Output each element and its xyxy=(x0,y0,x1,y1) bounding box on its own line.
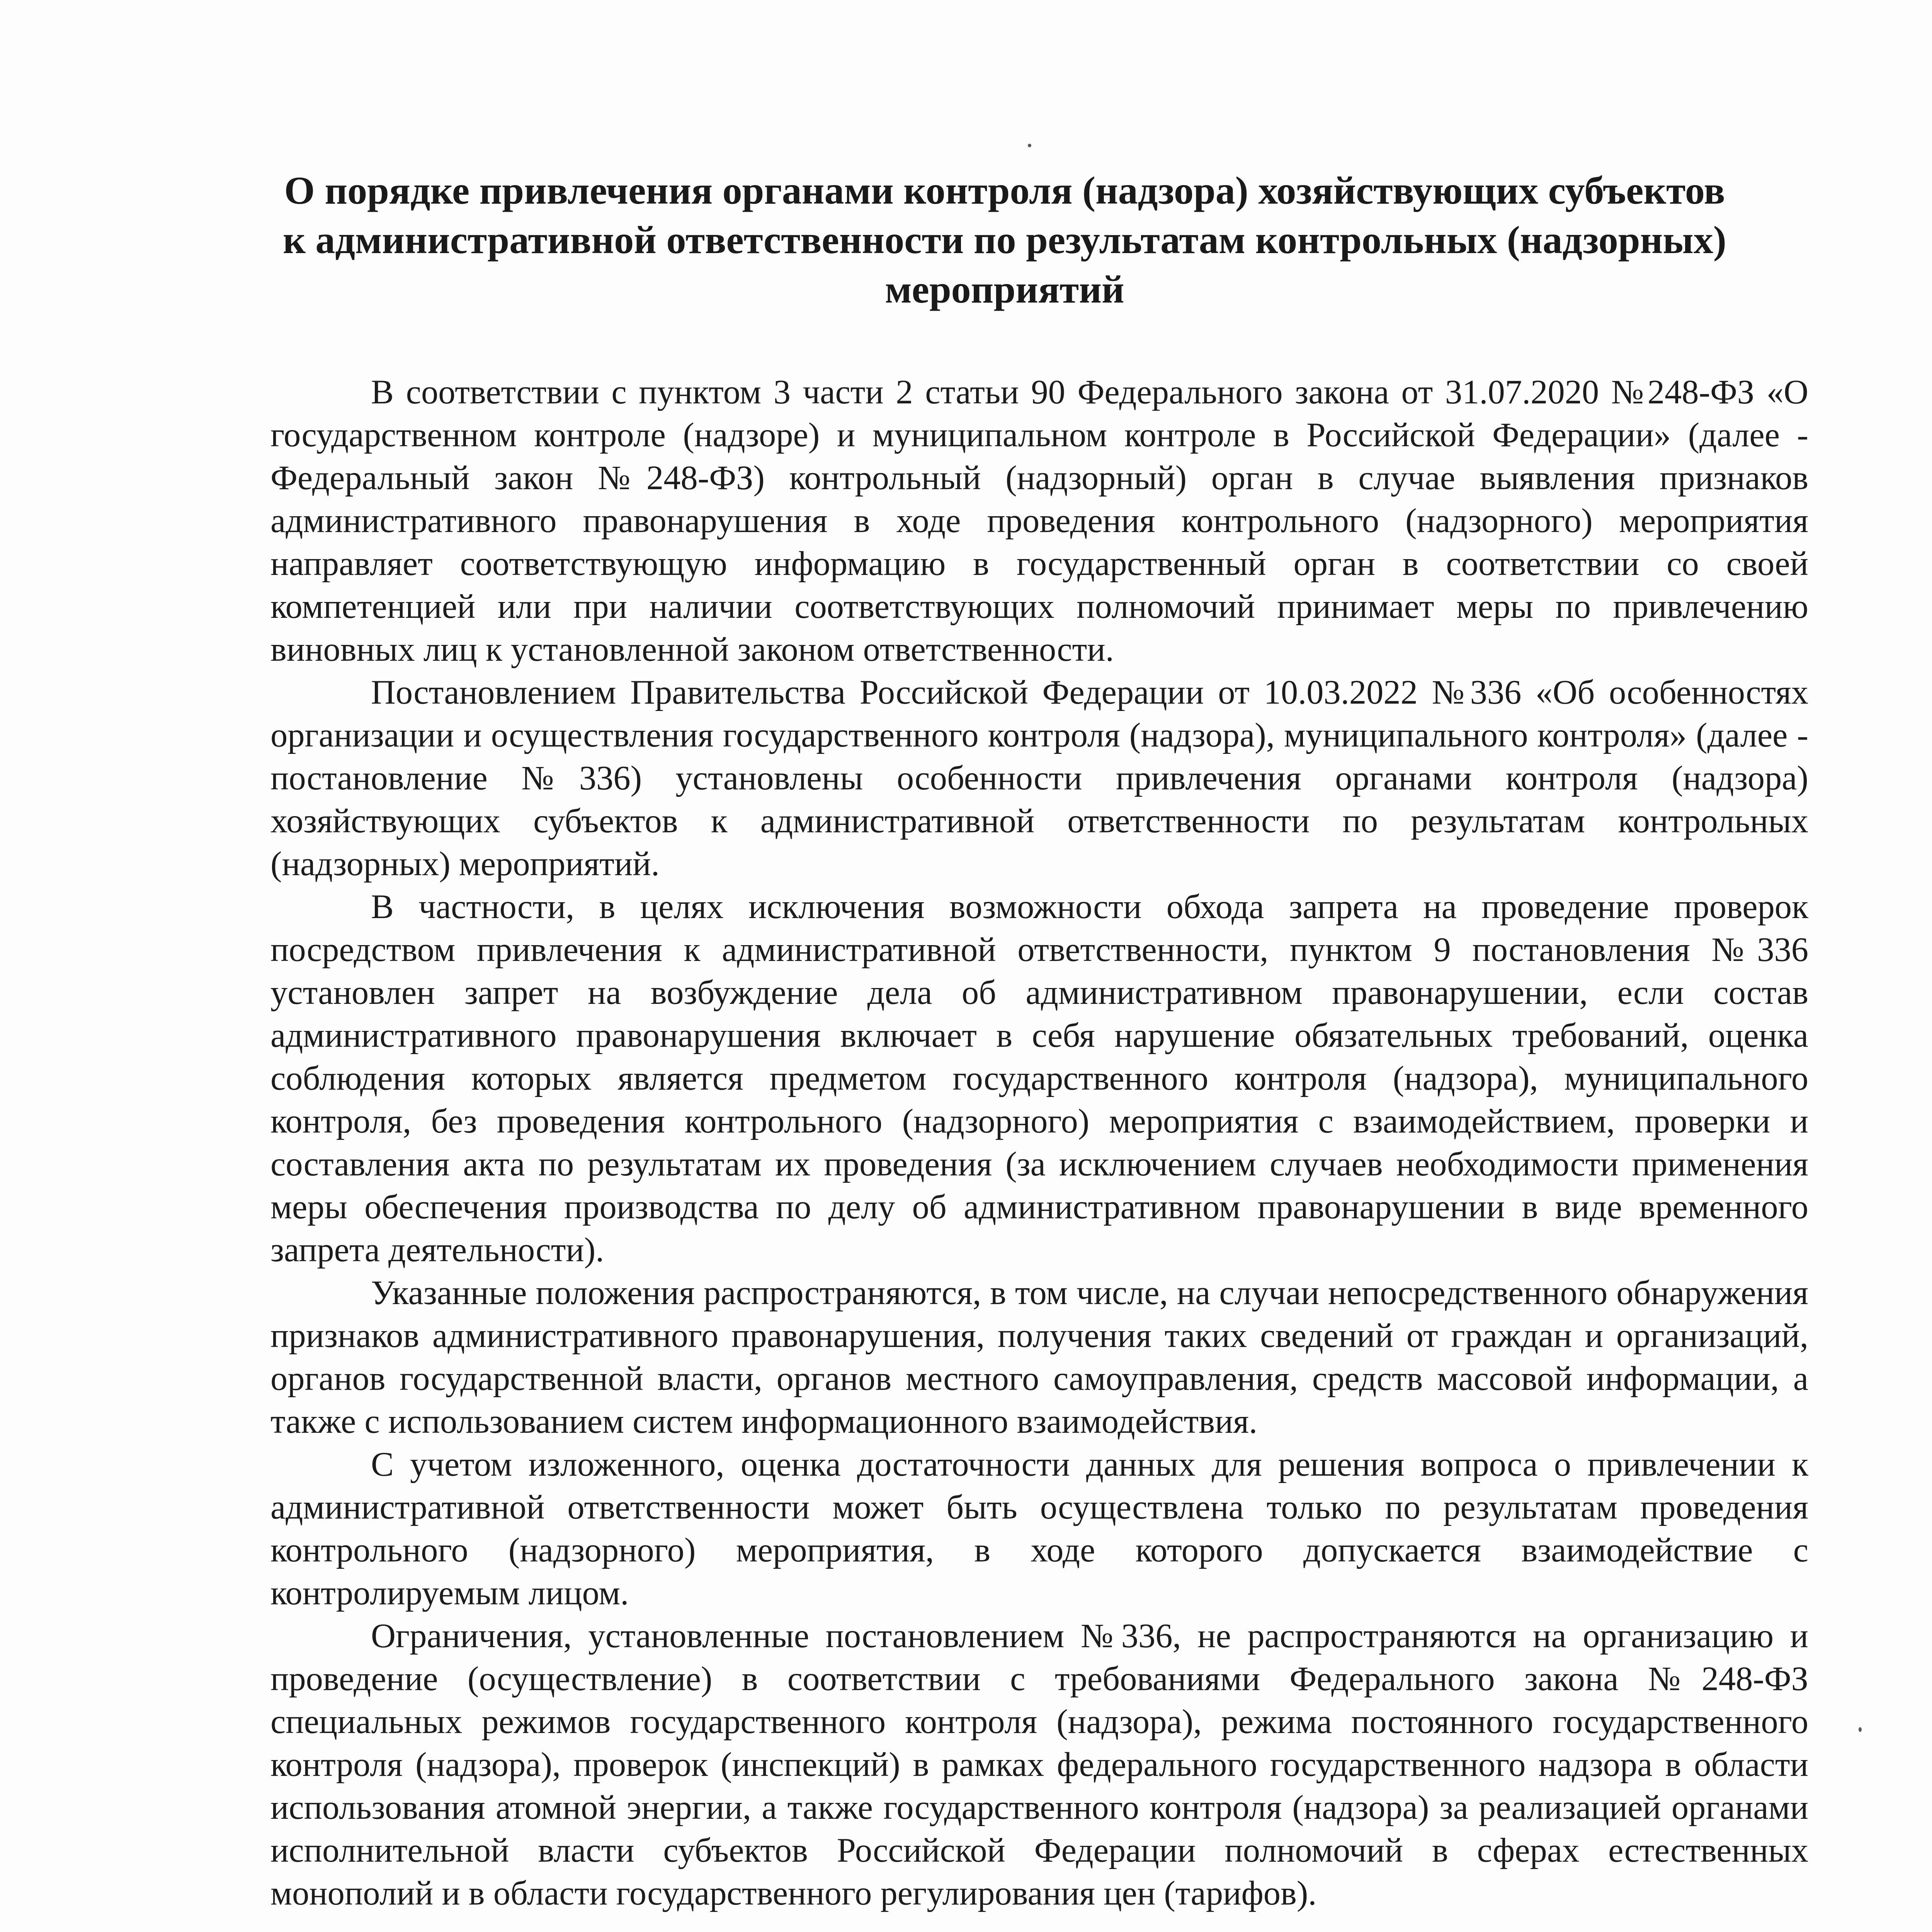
document-title: О порядке привлечения органами контроля (надзора) хозяйствующих субъектов к административной ответственности по результатам контрольных (надзорных) мероприятий xyxy=(283,169,1726,311)
scan-speck xyxy=(1859,1727,1862,1732)
paragraph: Указанные положения распространяются, в том числе, на случаи непосредственного обнаружения признаков административного правонарушения, получения таких сведений от граждан и организаций, органов государственной власти, органов местного самоуправления, средств массовой информации, а также с использованием систем информационного взаимодействия. xyxy=(270,1274,1808,1440)
paragraph: С учетом изложенного, оценка достаточности данных для решения вопроса о привлечении к административной ответственности может быть осуществлена только по результатам проведения контрольного (надзорного) мероприятия, в ходе которого допускается взаимодействие с контролируемым лицом. xyxy=(270,1446,1808,1612)
paragraph: В частности, в целях исключения возможности обхода запрета на проведение проверок посредством привлечения к административной ответственности, пунктом 9 постановления №336 установлен запрет на возбуждение дела об административном правонарушении, если состав административного правонарушения включает в себя нарушение обязательных требований, оценка соблюдения которых является предметом государственного контроля (надзора), муниципального контроля, без проведения контрольного (надзорного) мероприятия с взаимодействием, проверки и составления акта по результатам их проведения (за исключением случаев необходимости применения меры обеспечения производства по делу об административном правонарушении в виде временного запрета деятельности). xyxy=(270,888,1808,1269)
scan-speck xyxy=(1028,144,1031,147)
paragraph: Постановлением Правительства Российской Федерации от 10.03.2022 №336 «Об особенностях организации и осуществления государственного контроля (надзора), муниципального контроля» (далее - постановление №336) установлены особенности привлечения органами контроля (надзора) хозяйствующих субъектов к административной ответственности по результатам контрольных (надзорных) мероприятий. xyxy=(270,673,1808,883)
paragraph: Ограничения, установленные постановлением №336, не распространяются на организацию и проведение (осуществление) в соответствии с требованиями Федерального закона №248-ФЗ специальных режимов государственного контроля (надзора), режима постоянного государственного контроля (надзора), проверок (инспекций) в рамках федерального государственного надзора в области использования атомной энергии, а также государственного контроля (надзора) за реализацией органами исполнительной власти субъектов Российской Федерации полномочий в сферах естественных монополий и в области государственного регулирования цен (тарифов). xyxy=(270,1617,1808,1912)
paragraph: В соответствии с пунктом 3 части 2 статьи 90 Федерального закона от 31.07.2020 №248-ФЗ «О государственном контроле (надзоре) и муниципальном контроле в Российской Федерации» (далее - Федеральный закон №248-ФЗ) контрольный (надзорный) орган в случае выявления признаков административного правонарушения в ходе проведения контрольного (надзорного) мероприятия направляет соответствующую информацию в государственный орган в соответствии со своей компетенцией или при наличии соответствующих полномочий принимает меры по привлечению виновных лиц к установленной законом ответственности. xyxy=(270,373,1808,668)
document-body xyxy=(270,371,1808,1915)
